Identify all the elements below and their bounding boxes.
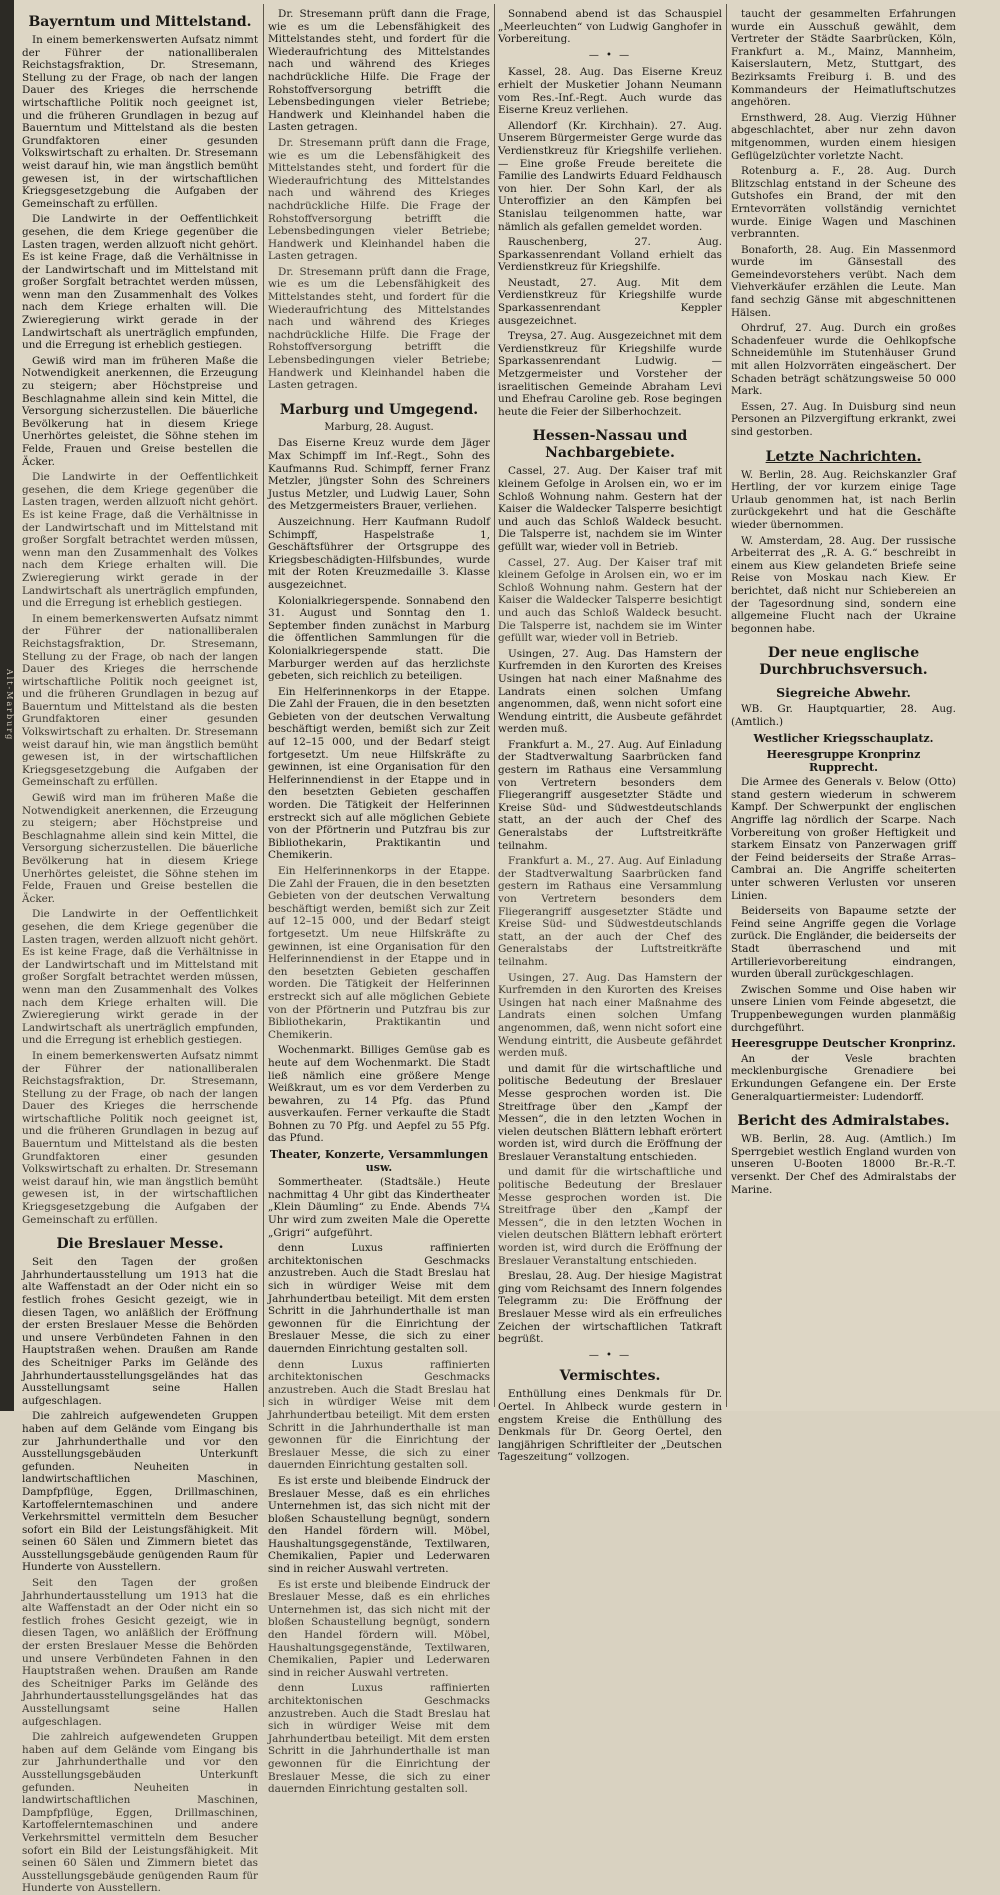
report-dateline: WB. Gr. Hauptquartier, 28. Aug. (Amtlich.) [731,703,956,728]
article-headline: Die Breslauer Messe. [56,1236,224,1253]
article-paragraph: Es ist erste und bleibende Eindruck der Breslauer Messe, daß es ein ehrliches Unternehmen ist, das sich nicht mit der bloßen Schaustellung begnügt, sondern den Handel fördern will. Möbel, Haushaltungsgegenstände, Textilwaren, Chemikalien, Papier und Lederwaren sind in reicher Auswahl vertreten. [268,1474,490,1576]
news-item: Ernsthwerd, 28. Aug. Vierzig Hühner abgeschlachtet, aber nur zehn davon mitgenommen, wurden einem hiesigen Geflügelzüchter vorletzte Nacht. [731,111,956,162]
page-edge-strip [0,0,14,1411]
article-paragraph: und damit für die wirtschaftliche und politische Bedeutung der Breslauer Messe gesprochen worden ist. Die Streitfrage über den „Kampf der Messen“, die in den letzten Wochen in vielen deutschen Blättern lebhaft erörtert worden ist, wird durch die Eröffnung der Breslauer Veranstaltung entschieden. [498,1166,722,1267]
news-item: Allendorf (Kr. Kirchhain). 27. Aug. Unserem Bürgermeister Gerge wurde das Verdienstkreuz für Kriegshilfe verliehen. — Eine große Freude bereitete die Familie des Landwirts Eduard Feldhausch von hier. Der Sohn Karl, der als Unteroffizier an den Kämpfen bei Stanislau teilgenommen hatte, war nämlich als gefallen gemeldet worden. [498,119,722,233]
report-paragraph: Beiderseits von Bapaume setzte der Feind seine Angriffe gegen die Vorlage zurück. Die Engländer, die beiderseits der Stadt überraschend und mit Artillerievorbereitung eindrangen, wurden überall zurückgeschlagen. [731,905,956,981]
article-paragraph: und damit für die wirtschaftliche und politische Bedeutung der Breslauer Messe gesprochen worden ist. Die Streitfrage über den „Kampf der Messen“, die in den letzten Wochen in vielen deutschen Blättern lebhaft erörtert worden ist, wird durch die Eröffnung der Breslauer Veranstaltung entschieden. [498,1062,722,1163]
news-item: Rauschenberg, 27. Aug. Sparkassenrendant Volland erhielt das Verdienstkreuz für Kriegshilfe. [498,236,722,274]
news-item: Enthüllung eines Denkmals für Dr. Oertel. In Ahlbeck wurde gestern in engstem Kreise die Enthüllung des Denkmals für Dr. Georg Oertel, den langjährigen Schriftleiter der „Deutschen Tageszeitung“ vollzogen. [498,1388,722,1464]
news-item: Wochenmarkt. Billiges Gemüse gab es heute auf dem Wochenmarkt. Die Stadt ließ nämlich eine größere Menge Weißkraut, um es vor dem Verderben zu bewahren, zu 14 Pfg. das Pfund ausverkaufen. Ferner verkaufte die Stadt Bohnen zu 70 Pfg. und Aepfel zu 55 Pfg. das Pfund. [268,1044,490,1145]
news-item: Usingen, 27. Aug. Das Hamstern der Kurfremden in den Kurorten des Kreises Usingen hat nach einer Maßnahme des Landrats einen solchen Umfang angenommen, daß, wenn nicht sofort eine Wendung eintritt, die Ausbeute gefährdet werden muß. [498,971,722,1060]
subsection-title: Heeresgruppe Kronprinz Rupprecht. [766,748,921,774]
article-paragraph: Die zahlreich aufgewendeten Gruppen haben auf dem Gelände vom Eingang bis zur Jahrhunderthalle und vor den Ausstellungsgebäuden Unterkunft gefunden. Neuheiten in landwirtschaftlichen Maschinen, Dampfpflüge, Eggen, Drillmaschinen, Kartoffelerntemaschinen und andere Verkehrsmittel vermitteln dem Besucher sofort ein Bild der Leistungsfähigkeit. Mit seinen 60 Sälen und Zimmern bietet das Ausstellungsgebäude genügenden Raum für Hunderte von Ausstellern. [22,1410,258,1574]
news-item: Treysa, 27. Aug. Ausgezeichnet mit dem Verdienstkreuz für Kriegshilfe wurde Sparkassenrendant Ludwig. — Metzgermeister und Vorsteher der israelitischen Gemeinde Abraham Levi und Ehefrau Caroline geb. Rose begingen heute die Feier der Silberhochzeit. [498,330,722,418]
article-paragraph: Die Landwirte in der Oeffentlichkeit gesehen, die dem Kriege gegenüber die Lasten tragen, werden allzuoft nicht gehört. Es ist keine Frage, daß die Verhältnisse in der Landwirtschaft und im Mittelstand mit großer Sorgfalt betrachtet werden müssen, wenn man den Zusammenhalt des Volkes nach dem Kriege erhalten will. Die Zwieregierung wirkt gerade in der Landwirtschaft als unerträglich empfunden, und die Erregung ist erheblich gestiegen. [22,213,258,352]
article-paragraph: In einem bemerkenswerten Aufsatz nimmt der Führer der nationalliberalen Reichstagsfraktion, Dr. Stresemann, Stellung zu der Frage, ob nach der langen Dauer des Krieges die herrschende wirtschaftliche Politik noch geeignet ist, und die früheren Grundlagen in bezug auf Bauerntum und Mittelstand als die besten Grundfaktoren einer gesunden Volkswirtschaft zu erhalten. Dr. Stresemann weist darauf hin, wie man ängstlich bemüht gewesen ist, in der wirtschaftlichen Kriegsgesetzgebung die Aufgaben der Gemeinschaft zu erfüllen. [22,34,258,210]
news-item: Essen, 27. Aug. In Duisburg sind neun Personen an Pilzvergiftung erkrankt, zwei sind gestorben. [731,400,956,438]
strip-text: Alt-Marburg [5,669,14,742]
section-headline: Letzte Nachrichten. [765,448,922,465]
news-item: Neustadt, 27. Aug. Mit dem Verdienstkreuz für Kriegshilfe wurde Sparkassenrendant Keppler ausgezeichnet. [498,276,722,327]
article-paragraph: Dr. Stresemann prüft dann die Frage, wie es um die Lebensfähigkeit des Mittelstandes steht, und fordert für die Wiederaufrichtung des Mittelstandes nach und während des Krieges nachdrückliche Hilfe. Die Frage der Rohstoffversorgung betrifft die Lebensbedingungen vieler Betriebe; Handwerk und Kleinhandel haben die Lasten getragen. [268,136,490,263]
news-item: Kolonialkriegerspende. Sonnabend den 31. August und Sonntag den 1. September finden zunächst in Marburg die öffentlichen Sammlungen für die Kolonialkriegerspende statt. Die Marburger werden auf das herzlichste gebeten, sich reichlich zu beteiligen. [268,594,490,683]
news-item: Cassel, 27. Aug. Der Kaiser traf mit kleinem Gefolge in Arolsen ein, wo er im Schloß Wohnung nahm. Gestern hat der Kaiser die Waldecker Talsperre besichtigt und auch das Schloß Waldeck besucht. Die Talsperre ist, nachdem sie im Winter gefüllt war, wieder voll in Betrieb. [498,556,722,645]
news-item: taucht der gesammelten Erfahrungen wurde ein Ausschuß gewählt, dem Vertreter der Städte Saarbrücken, Köln, Frankfurt a. M., Mainz, Mannheim, Kaiserslautern, Metz, Stuttgart, des Bezirksamts Freiburg i. B. und des Kommandeurs der Heimatluftschutzes angehören. [731,8,956,109]
subsection-title: Heeresgruppe Deutscher Kronprinz. [731,1037,956,1051]
news-item: Sonnabend abend ist das Schauspiel „Meerleuchten“ von Ludwig Ganghofer in Vorbereitung. [498,8,722,46]
news-item: Das Eiserne Kreuz wurde dem Jäger Max Schimpff im Inf.-Regt., Sohn des Kaufmanns Rud. Schimpff, ferner Franz Metzler, jüngster Sohn des Schreiners Justus Metzler, und Ludwig Lauer, Sohn des Metzgermeisters Brauer, verliehen. [268,437,490,513]
column-rule [726,4,727,1407]
report-paragraph: Zwischen Somme und Oise haben wir unsere Linien vom Feinde abgesetzt, die Truppenbewegungen wurden planmäßig durchgeführt. [731,983,956,1034]
article-paragraph: Gewiß wird man im früheren Maße die Notwendigkeit anerkennen, die Erzeugung zu steigern; aber Höchstpreise und Beschlagnahme allein sind kein Mittel, die Versorgung sicherzustellen. Die bäuerliche Bevölkerung hat in diesem Kriege Unerhörtes geleistet, die Söhne stehen im Felde, Frauen und Greise bestellen die Äcker. [22,792,258,905]
section-headline: Vermischtes. [559,1368,661,1385]
column-4 [731,8,956,1405]
news-item: Cassel, 27. Aug. Der Kaiser traf mit kleinem Gefolge in Arolsen ein, wo er im Schloß Wohnung nahm. Gestern hat der Kaiser die Waldecker Talsperre besichtigt und auch das Schloß Waldeck besucht. Die Talsperre ist, nachdem sie im Winter gefüllt war, wieder voll in Betrieb. [498,465,722,553]
column-1 [22,8,258,1895]
news-item: Ein Helferinnenkorps in der Etappe. Die Zahl der Frauen, die in den besetzten Gebieten von der deutschen Verwaltung beschäftigt werden, bemißt sich zur Zeit auf 12–15 000, und der Bedarf steigt fortgesetzt. Um neue Hilfskräfte zu gewinnen, ist eine Organisation für den Helferinnendienst in der Etappe und in den besetzten Gebieten geschaffen worden. Die Tätigkeit der Helferinnen erstreckt sich auf alle möglichen Gebiete von der Pförtnerin und Putzfrau bis zur Bibliothekarin, Praktikantin und Chemikerin. [268,685,490,862]
news-item: Auszeichnung. Herr Kaufmann Rudolf Schimpff, Haspelstraße 1, Geschäftsführer der Ortsgruppe des Kriegsbeschädigten-Hilfsbundes, wurde mit der Roten Kreuzmedaille 3. Klasse ausgezeichnet. [268,515,490,591]
article-paragraph: denn Luxus raffinierten architektonischen Geschmacks anzustreben. Auch die Stadt Breslau hat sich in würdiger Weise mit dem Jahrhundertbau beteiligt. Mit dem ersten Schritt in die Jahrhunderthalle ist man gewonnen für die Einrichtung der Breslauer Messe, die sich zu einer dauernden Einrichtung gestalten soll. [268,1682,490,1796]
separator: — • — [588,49,632,61]
war-report-subheadline: Siegreiche Abwehr. [776,685,911,701]
news-item: Kassel, 28. Aug. Das Eiserne Kreuz erhielt der Musketier Johann Neumann vom Res.-Inf.-Regt. Auch wurde das Eiserne Kreuz verliehen. [498,66,722,117]
news-item: Usingen, 27. Aug. Das Hamstern der Kurfremden in den Kurorten des Kreises Usingen hat nach einer Maßnahme des Landrats einen solchen Umfang angenommen, daß, wenn nicht sofort eine Wendung eintritt, die Ausbeute gefährdet werden muß. [498,647,722,736]
news-item: W. Amsterdam, 28. Aug. Der russische Arbeiterrat des „R. A. G.“ beschreibt in einem aus Kiew gelandeten Briefe seine Reise von Moskau nach Kiew. Er berichtet, daß nicht nur Schiebereien an der Tagesordnung sind, sondern eine allgemeine Flucht nach der Ukraine begonnen habe. [731,534,956,635]
report-paragraph: WB. Berlin, 28. Aug. (Amtlich.) Im Sperrgebiet westlich England wurden von unseren U-Booten 18000 Br.-R.-T. versenkt. Der Chef des Admiralstabs der Marine. [731,1133,956,1196]
article-paragraph: Die Landwirte in der Oeffentlichkeit gesehen, die dem Kriege gegenüber die Lasten tragen, werden allzuoft nicht gehört. Es ist keine Frage, daß die Verhältnisse in der Landwirtschaft und im Mittelstand mit großer Sorgfalt betrachtet werden müssen, wenn man den Zusammenhalt des Volkes nach dem Kriege erhalten will. Die Zwieregierung wirkt gerade in der Landwirtschaft als unerträglich empfunden, und die Erregung ist erheblich gestiegen. [22,908,258,1047]
news-item: Ohrdruf, 27. Aug. Durch ein großes Schadenfeuer wurde die Oehlkopfsche Schneidemühle im Stutenhäuser Grund mit allen Holzvorräten eingeäschert. Der Schaden beträgt schätzungsweise 50 000 Mark. [731,322,956,398]
news-item: Bonaforth, 28. Aug. Ein Massenmord wurde im Gänsestall des Gemeindevorstehers verübt. Nach dem Viehverkäufer erzählen die Leute. Man fand sechzig Gänse mit abgeschnittenen Hälsen. [731,243,956,319]
news-item: W. Berlin, 28. Aug. Reichskanzler Graf Hertling, der vor kurzem einige Tage Urlaub genommen hat, ist nach Berlin zurückgekehrt und hat die Geschäfte wieder übernommen. [731,468,956,531]
report-paragraph: An der Vesle brachten mecklenburgische Grenadiere bei Erkundungen Gefangene ein. Der Erste Generalquartiermeister: Ludendorff. [731,1052,956,1103]
news-item: Rotenburg a. F., 28. Aug. Durch Blitzschlag entstand in der Scheune des Gutshofes ein Brand, der mit den Erntevorräten vollständig vernichtet wurde. Einige Wagen und Maschinen verbrannten. [731,165,956,241]
article-paragraph: Dr. Stresemann prüft dann die Frage, wie es um die Lebensfähigkeit des Mittelstandes steht, und fordert für die Wiederaufrichtung des Mittelstandes nach und während des Krieges nachdrückliche Hilfe. Die Frage der Rohstoffversorgung betrifft die Lebensbedingungen vieler Betriebe; Handwerk und Kleinhandel haben die Lasten getragen. [268,265,490,392]
news-item: Frankfurt a. M., 27. Aug. Auf Einladung der Stadtverwaltung Saarbrücken fand gestern im Rathaus eine Versammlung von Vertretern besonders dem Fliegerangriff ausgesetzter Städte und Kreise Süd- und Südwestdeutschlands statt, an der auch der Chef des Generalstabs der Luftstreitkräfte teilnahm. [498,855,722,968]
article-paragraph: Dr. Stresemann prüft dann die Frage, wie es um die Lebensfähigkeit des Mittelstandes steht, und fordert für die Wiederaufrichtung des Mittelstandes nach und während des Krieges nachdrückliche Hilfe. Die Frage der Rohstoffversorgung betrifft die Lebensbedingungen vieler Betriebe; Handwerk und Kleinhandel haben die Lasten getragen. [268,8,490,134]
war-report-headline: Der neue englische Durchbruchsversuch. [759,645,928,679]
article-paragraph: Es ist erste und bleibende Eindruck der Breslauer Messe, daß es ein ehrliches Unternehmen ist, das sich nicht mit der bloßen Schaustellung begnügt, sondern den Handel fördern will. Möbel, Haushaltungsgegenstände, Textilwaren, Chemikalien, Papier und Lederwaren sind in reicher Auswahl vertreten. [268,1578,490,1679]
column-2 [268,8,490,1796]
news-item: Breslau, 28. Aug. Der hiesige Magistrat ging vom Reichsamt des Innern folgendes Telegramm zu: Die Eröffnung der Breslauer Messe wird als ein erfreuliches Zeichen der wirtschaftlichen Tatkraft begrüßt. [498,1270,722,1346]
section-headline: Hessen-Nassau und Nachbargebiete. [532,428,688,462]
article-paragraph: denn Luxus raffinierten architektonischen Geschmacks anzustreben. Auch die Stadt Breslau hat sich in würdiger Weise mit dem Jahrhundertbau beteiligt. Mit dem ersten Schritt in die Jahrhunderthalle ist man gewonnen für die Einrichtung der Breslauer Messe, die sich zu einer dauernden Einrichtung gestalten soll. [268,1358,490,1472]
dateline: Marburg, 28. August. [324,421,434,433]
article-headline: Bayerntum und Mittelstand. [28,14,252,30]
article-paragraph: Gewiß wird man im früheren Maße die Notwendigkeit anerkennen, die Erzeugung zu steigern; aber Höchstpreise und Beschlagnahme allein sind kein Mittel, die Versorgung sicherzustellen. Die bäuerliche Bevölkerung hat in diesem Kriege Unerhörtes geleistet, die Söhne stehen im Felde, Frauen und Greise bestellen die Äcker. [22,354,258,468]
news-item: Sommertheater. (Stadtsäle.) Heute nachmittag 4 Uhr gibt das Kindertheater „Klein Däumling“ zu Ende. Abends 7¼ Uhr wird zum zweiten Male die Operette „Grigri“ aufgeführt. [268,1176,490,1239]
article-paragraph: In einem bemerkenswerten Aufsatz nimmt der Führer der nationalliberalen Reichstagsfraktion, Dr. Stresemann, Stellung zu der Frage, ob nach der langen Dauer des Krieges die herrschende wirtschaftliche Politik noch geeignet ist, und die früheren Grundlagen in bezug auf Bauerntum und Mittelstand als die besten Grundfaktoren einer gesunden Volkswirtschaft zu erhalten. Dr. Stresemann weist darauf hin, wie man ängstlich bemüht gewesen ist, in der wirtschaftlichen Kriegsgesetzgebung die Aufgaben der Gemeinschaft zu erfüllen. [22,612,258,789]
separator: — • — [588,1349,632,1361]
article-paragraph: Seit den Tagen der großen Jahrhundertausstellung um 1913 hat die alte Waffenstadt an der Oder nicht ein so festlich frohes Gesicht gezeigt, wie in diesen Tagen, wo anläßlich der Eröffnung der ersten Breslauer Messe die Behörden und unsere Verbündeten Fahnen in den Hauptstraßen wehen. Draußen am Rande des Scheitniger Parks im Gelände des Jahrhundertausstellungsgeländes hat das Ausstellungsamt seine Hallen aufgeschlagen. [22,1256,258,1407]
column-3 [498,8,722,1464]
article-paragraph: Seit den Tagen der großen Jahrhundertausstellung um 1913 hat die alte Waffenstadt an der Oder nicht ein so festlich frohes Gesicht gezeigt, wie in diesen Tagen, wo anläßlich der Eröffnung der ersten Breslauer Messe die Behörden und unsere Verbündeten Fahnen in den Hauptstraßen wehen. Draußen am Rande des Scheitniger Parks im Gelände des Jahrhundertausstellungsgeländes hat das Ausstellungsamt seine Hallen aufgeschlagen. [22,1577,258,1728]
article-paragraph: denn Luxus raffinierten architektonischen Geschmacks anzustreben. Auch die Stadt Breslau hat sich in würdiger Weise mit dem Jahrhundertbau beteiligt. Mit dem ersten Schritt in die Jahrhunderthalle ist man gewonnen für die Einrichtung der Breslauer Messe, die sich zu einer dauernden Einrichtung gestalten soll. [268,1242,490,1355]
column-rule [263,4,264,1407]
column-rule [494,4,495,1407]
article-paragraph: Die Landwirte in der Oeffentlichkeit gesehen, die dem Kriege gegenüber die Lasten tragen, werden allzuoft nicht gehört. Es ist keine Frage, daß die Verhältnisse in der Landwirtschaft und im Mittelstand mit großer Sorgfalt betrachtet werden müssen, wenn man den Zusammenhalt des Volkes nach dem Kriege erhalten will. Die Zwieregierung wirkt gerade in der Landwirtschaft als unerträglich empfunden, und die Erregung ist erheblich gestiegen. [22,471,258,610]
article-paragraph: Die zahlreich aufgewendeten Gruppen haben auf dem Gelände vom Eingang bis zur Jahrhunderthalle und vor den Ausstellungsgebäuden Unterkunft gefunden. Neuheiten in landwirtschaftlichen Maschinen, Dampfpflüge, Eggen, Drillmaschinen, Kartoffelerntemaschinen und andere Verkehrsmittel vermitteln dem Besucher sofort ein Bild der Leistungsfähigkeit. Mit seinen 60 Sälen und Zimmern bietet das Ausstellungsgebäude genügenden Raum für Hunderte von Ausstellern. [22,1731,258,1895]
news-item: Ein Helferinnenkorps in der Etappe. Die Zahl der Frauen, die in den besetzten Gebieten von der deutschen Verwaltung beschäftigt werden, bemißt sich zur Zeit auf 12–15 000, und der Bedarf steigt fortgesetzt. Um neue Hilfskräfte zu gewinnen, ist eine Organisation für den Helferinnendienst in der Etappe und in den besetzten Gebieten geschaffen worden. Die Tätigkeit der Helferinnen erstreckt sich auf alle möglichen Gebiete von der Pförtnerin und Putzfrau bis zur Bibliothekarin, Praktikantin und Chemikerin. [268,865,490,1041]
news-item: Frankfurt a. M., 27. Aug. Auf Einladung der Stadtverwaltung Saarbrücken fand gestern im Rathaus eine Versammlung von Vertretern besonders dem Fliegerangriff ausgesetzter Städte und Kreise Süd- und Südwestdeutschlands statt, an der auch der Chef des Generalstabs der Luftstreitkräfte teilnahm. [498,738,722,852]
section-headline: Bericht des Admiralstabes. [737,1113,950,1130]
article-paragraph: In einem bemerkenswerten Aufsatz nimmt der Führer der nationalliberalen Reichstagsfraktion, Dr. Stresemann, Stellung zu der Frage, ob nach der langen Dauer des Krieges die herrschende wirtschaftliche Politik noch geeignet ist, und die früheren Grundlagen in bezug auf Bauerntum und Mittelstand als die besten Grundfaktoren einer gesunden Volkswirtschaft zu erhalten. Dr. Stresemann weist darauf hin, wie man ängstlich bemüht gewesen ist, in der wirtschaftlichen Kriegsgesetzgebung die Aufgaben der Gemeinschaft zu erfüllen. [22,1049,258,1226]
section-headline: Marburg und Umgegend. [279,401,479,418]
report-paragraph: Die Armee des Generals v. Below (Otto) stand gestern wiederum in schwerem Kampf. Der Schwerpunkt der englischen Angriffe lag nördlich der Scarpe. Nach Vorbereitung von großer Heftigkeit und starkem Einsatz von Panzerwagen griff der Feind beiderseits der Straße Arras–Cambrai an. Die Angriffe scheiterten unter schweren Verlusten vor unseren Linien. [731,776,956,902]
subsection-title: Theater, Konzerte, Versammlungen usw. [269,1148,489,1174]
subsection-title: Westlicher Kriegsschauplatz. [753,731,934,745]
